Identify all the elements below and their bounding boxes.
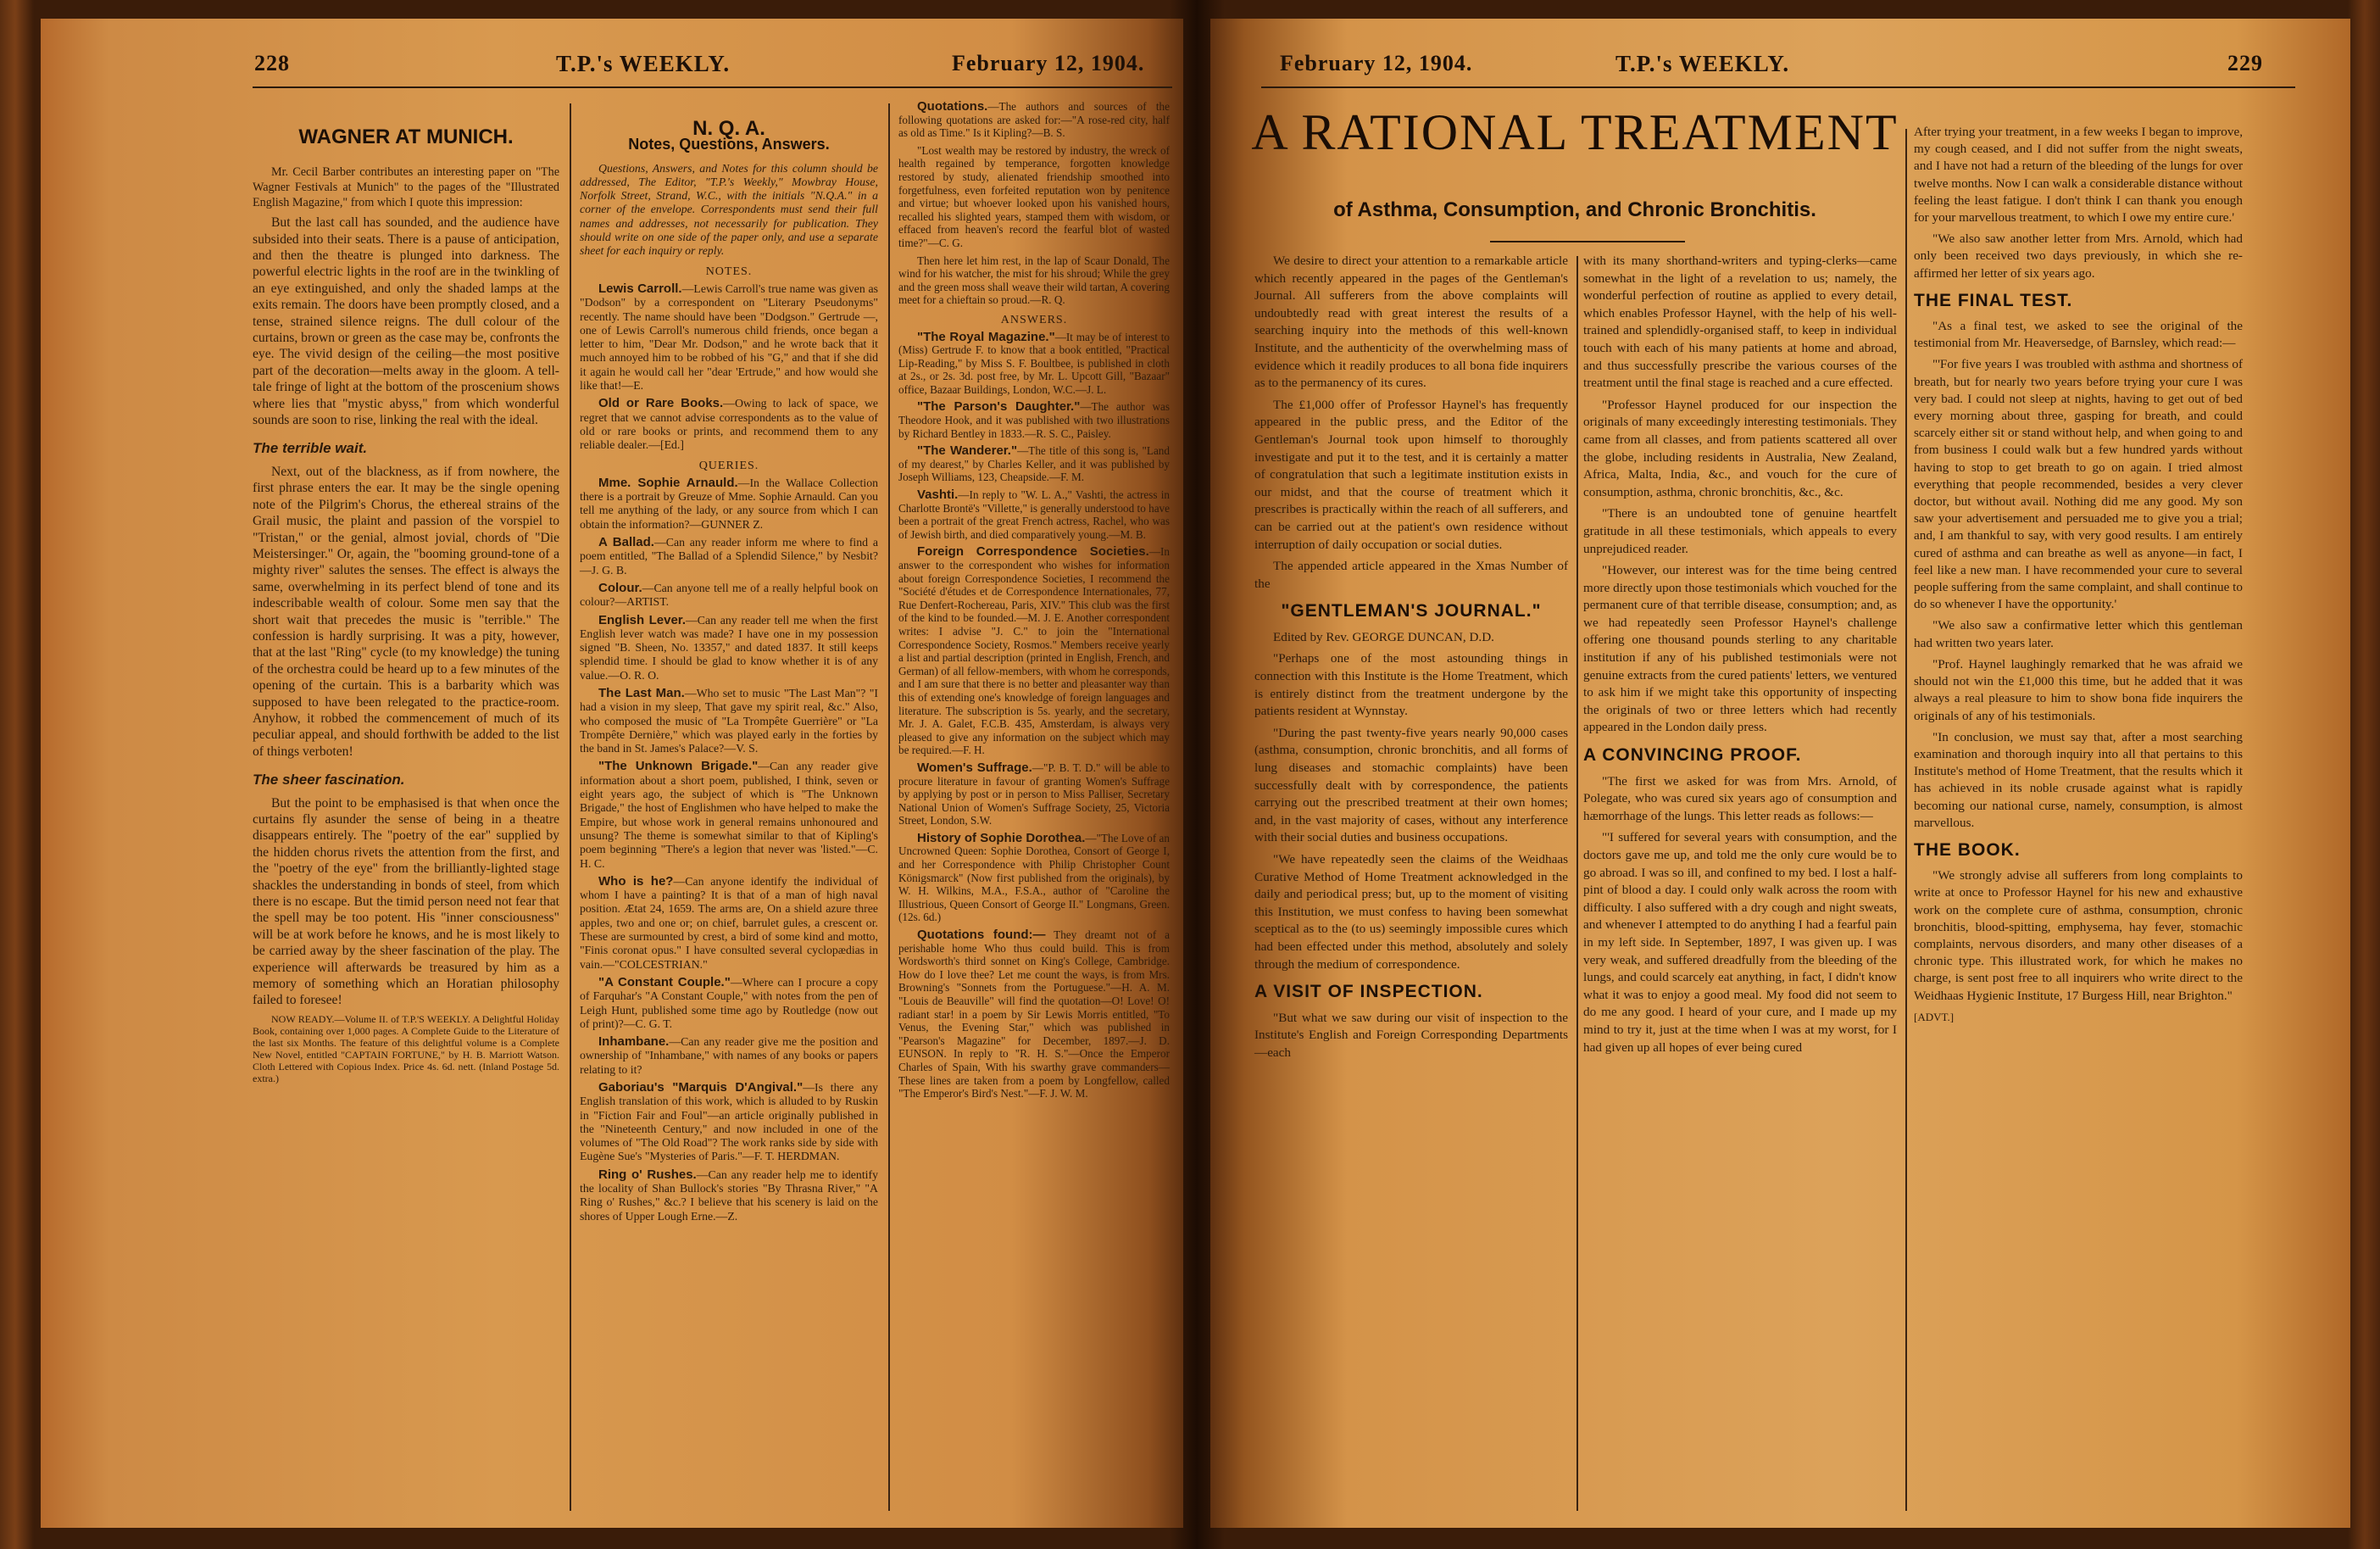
answer-text: They dreamt not of a perishable home Who thus could build. This is from Wordsworth's third sonnet on King's College, Cambridge. How do I love thee? Let me count the ways, is from Mrs. Browning's "Sonnets from the Portuguese."—H. A. M. "Louis de Beauville" will find the quotation—O! Love! O! radiant star! in a poem by Sir Lewis Morris entitled, "To Venus, the Evening Star," which was published in "Pearson's Magazine" for December, 1897.—J. D. EUNSON. In reply to "R. H. S."—Once the Emperor Charles of Spain, With his swarthy grave commanders—These lines are taken from a poem by Longfellow, called "The Emperor's Bird's Nest."—F. J. W. M. <box>898 928 1170 1100</box>
page-number-left: 228 <box>254 51 290 75</box>
masthead-left: T.P.'s WEEKLY. <box>556 51 731 76</box>
section-heading: THE BOOK. <box>1914 839 2021 860</box>
note-text: —Lewis Carroll's true name was given as "Dodson" by a correspondent on "Literary Pseudonyms" recently. The name should have been "Dodgson." Gertrude —, one of Lewis Carroll's numerous child friends, once began a letter to him, "Dear Mr. Dodson," and he wrote back that it much annoyed him to be robbed of his "G," and that if she did it again he would call her "dear 'Ertrude," and how would she like that!—E. <box>580 281 878 393</box>
paragraph: Mr. Cecil Barber contributes an interesting paper on "The Wagner Festivals at Munich" to the pages of the "Illustrated English Magazine," from which I quote this impression: <box>253 165 559 209</box>
query-item <box>580 614 878 683</box>
answer-key: Foreign Correspondence Societies. <box>917 544 1149 560</box>
query-text: —Can any reader help me to identify the locality of Shan Bullock's stories "By Thrasna River," "A Ring o' Rushes," &c.? I believe that his scenery is laid on the shores of Upper Lough Erne.—Z. <box>580 1167 878 1223</box>
header-rule <box>253 86 1172 88</box>
query-item <box>580 536 878 577</box>
paragraph: But the last call has sounded, and the audience have subsided into their seats. There is a pause of anticipation, and then the theatre is plunged into darkness. The powerful electric lights in the roof are in the twinkling of an eye extinguished, and only the shaded lamps at the exits remain. The doors have been promptly closed, and a tense, strained silence reigns. The dull colour of the curtains, brown or green as the case may be, confronts the eye. The vivid design of the ceiling—the most positive part of the decoration—melts away in the gloom. A tell-tale fringe of light at the bottom of the proscenium shows where lies that "mystic abyss," from which wonderful sounds are soon to rise, linking the real with the ideal. <box>253 215 559 428</box>
paragraph: "We also saw another letter from Mrs. Arnold, which had only been received two days previously, in which she re-affirmed her letter of six years ago. <box>1914 231 2243 281</box>
paragraph: "Professor Haynel produced for our inspection the originals of many exceedingly interesting testimonials. They came from all classes, and from patients scattered all over the globe, including residents in Australia, New Zealand, Africa, Malta, India, &c., and vouch for the cure of consumption, asthma, chronic bronchitis, &c., &c. <box>1583 397 1897 499</box>
section-heading: The sheer fascination. <box>253 772 405 788</box>
paragraph: "Perhaps one of the most astounding things in connection with this Institute is the Home Treatment, which is entirely distinct from the treatment undergone by the patients resident at Wynnstay. <box>1254 651 1568 719</box>
answer-text: —In reply to "W. L. A.," Vashti, the actress in Charlotte Brontë's "Villette," is generally understood to have been a portrait of the great French actress, Rachel, who was of Jewish birth, and died comparatively young.—M. B. <box>898 488 1170 541</box>
paragraph: After trying your treatment, in a few weeks I began to improve, my cough ceased, and I did not suffer from the night sweats, and I have not had a return of the bleeding of the lungs for over twelve months. Now I can walk a considerable distance without feeling the least fatigue. I don't think I can thank you enough for your marvellous treatment, to which I owe my entire cure.' <box>1914 125 2244 226</box>
note-key: Lewis Carroll. <box>598 281 682 296</box>
query-text: —Is there any English translation of this work, which is alluded to by Ruskin in "Fiction Fair and Foul"—an article originally published in the "Nineteenth Century," and now included in one of the volumes of "The Old Road"? The work ranks side by side with Eugène Sue's "Mysteries of Paris."—F. T. HERDMAN. <box>580 1081 878 1163</box>
paragraph: "'For five years I was troubled with asthma and shortness of breath, but for nearly two years before trying your cure I was very bad. I could not sleep at nights, having to get out of bed every morning about three, gasping for breath, and could scarcely either sit or stand without help, and when going to and from business I could walk but a few hundred yards without having to stop to get breath to go on again. I tried almost everything that people recommended, besides a very clever doctor, but without avail. Nothing did me any good. My son saw your advertisement and persuaded me to give you a trial; and, I am thankful to say, with very good results. I am entirely cured of asthma and can breathe as well as anyone—in fact, I feel like a new man. I have recommended your cure to several people suffering from the same complaint, and shall continue to do so whenever I have the opportunity.' <box>1914 357 2243 612</box>
query-item <box>580 582 878 610</box>
answer-item <box>898 928 1170 1100</box>
answer-key: Vashti. <box>917 488 959 503</box>
paragraph: "The first we asked for was from Mrs. Arnold, of Polegate, who was cured six years ago of consumption and hæmorrhage of the lungs. This letter reads as follows:— <box>1583 773 1897 823</box>
answer-key: Women's Suffrage. <box>917 760 1032 775</box>
query-key: Ring o' Rushes. <box>598 1167 697 1182</box>
answer-text: —It may be of interest to (Miss) Gertrude F. to know that a book entitled, "Practical Lip-Reading," by Miss S. F. Boultbee, is published in cloth at 2s., or 2s. 3d. post free, by Mr. L. Upcott Gill, "Bazaar" office, Bazaar Buildings, London, W.C.—J. L. <box>898 330 1170 396</box>
answer-text: —The author was Theodore Hook, and it was published with two illustrations by Richard Bentley in 1833.—R. S. C., Paisley. <box>898 400 1170 440</box>
answer-item <box>898 545 1170 757</box>
paragraph: "As a final test, we asked to see the original of the testimonial from Mr. Heaversedge, of Barnsley, which read:— <box>1914 319 2243 351</box>
editor-line: Edited by Rev. GEORGE DUNCAN, D.D. <box>1273 629 1494 644</box>
query-item <box>580 687 878 755</box>
answer-key: History of Sophie Dorothea. <box>917 830 1086 845</box>
treatment-col-2 <box>1583 253 1897 1061</box>
query-text: —Where can I procure a copy of Farquhar's "A Constant Couple," with notes from the pen of Leigh Hunt, published some time ago by Routledge (now out of print)?—C. G. T. <box>580 975 878 1030</box>
nqa-title: N. Q. A. <box>692 117 765 140</box>
paragraph: "But what we saw during our visit of inspection to the Institute's English and Foreign Corresponding Departments—each <box>1254 1010 1568 1060</box>
paragraph: with its many shorthand-writers and typing-clerks—came somewhat in the light of a revelation to us; namely, the wonderful perfection of routine as applied to every detail, which enables Professor Haynel, with the help of his well-trained and splendidly-organised staff, to keep in individual touch with each of his many patients at home and abroad, and thus successfully prescribe the various courses of the treatment until the final stage is reached and a cure effected. <box>1583 254 1897 391</box>
paragraph: "We strongly advise all sufferers from long complaints to write at once to Professor Haynel for his new and exhaustive work on the complete cure of asthma, consumption, chronic bronchitis, blood-spitting, emphysema, hay fever, stomachic complaints, nervous disorders, and many other diseases of a chronic type. This illustrated work, for which he makes no charge, is sent post free to all inquirers who write direct to the Weidhaas Hygienic Institute, 17 Burgess Hill, near Brighton." <box>1914 868 2243 1003</box>
wagner-article <box>253 97 559 1089</box>
query-text: —Can any reader inform me where to find a poem entitled, "The Ballad of a Splendid Silence," by Nesbit?—J. G. B. <box>580 536 878 577</box>
query-key: "The Unknown Brigade." <box>598 759 759 774</box>
query-key: Gaboriau's "Marquis D'Angival." <box>598 1080 804 1095</box>
query-text: —Who set to music "The Last Man"? "I had a vision in my sleep, That gave my spirit real, &c." Also, who composed the music of "La Trompête Guerrière" or "La Trompête Dernière," which was played early in the forties by the band in St. James's Palace?—V. S. <box>580 686 878 755</box>
answer-item <box>898 444 1170 484</box>
query-item <box>580 1168 878 1223</box>
right-page <box>1210 19 2350 1528</box>
queries-heading: QUERIES. <box>698 459 759 472</box>
answer-item <box>898 488 1170 541</box>
paragraph: "'I suffered for several years with consumption, and the doctors gave me up, and told me the only cure would be to go abroad. I was so ill, and confined to my bed. I lost a half-pint of blood a day. I could only walk across the room with difficulty. I also suffered with a dry cough and night sweats, and whenever I attempted to do anything I had a fearful pain in my left side. In September, 1897, I was given up. I was very weak, and suffered dreadfully from the bleeding of the lungs, and could scarcely eat anything, in fact, I didn't know what it was to enjoy a good meal. My food did not seem to do me any good. I heard of your cure, and I made up my mind to try it, just at the time when I was at my worst, for I had given up all hopes of ever being cured <box>1583 830 1897 1055</box>
column-rule <box>1905 129 1907 1511</box>
column-rule <box>1576 256 1578 1511</box>
query-key: "A Constant Couple." <box>598 974 731 989</box>
date-left: February 12, 1904. <box>952 51 1145 75</box>
note-text: —Owing to lack of space, we regret that we cannot advise correspondents as to the value of old or rare books or prints, and recommend them to any reliable dealer.—[Ed.] <box>580 397 878 452</box>
paragraph: "We have repeatedly seen the claims of the Weidhaas Curative Method of Home Treatment acknowledged in the daily and periodical press; but, up to the moment of visiting this Institution, we must confess to having been somewhat sceptical as to the (to us) seemingly impossible cures which had been effected under this method, absolutely and solely through the medium of correspondence. <box>1254 852 1568 972</box>
quotation-text: "Lost wealth may be restored by industry, the wreck of health regained by temperance, forgotten knowledge restored by study, alienated friendship smoothed into forgetfulness, even forfeited reputation won by penitence and virtue; but whoever looked upon his vanished hours, recalled his slighted years, stamped them with wisdom, or effaced from heaven's record the fearful blot of wasted time?"—C. G. <box>898 143 1170 249</box>
answer-item <box>898 761 1170 827</box>
query-key: Who is he? <box>598 873 674 889</box>
paragraph: "There is an undoubted tone of genuine heartfelt gratitude in all these testimonials, which appeals to every unprejudiced reader. <box>1583 506 1897 556</box>
note-key: Old or Rare Books. <box>598 396 724 411</box>
answer-key: "The Wanderer." <box>917 443 1018 459</box>
query-key: English Lever. <box>598 612 686 627</box>
section-heading: A CONVINCING PROOF. <box>1583 745 1802 766</box>
query-item <box>580 976 878 1031</box>
query-item <box>580 1081 878 1164</box>
answer-text: —The title of this song is, "Land of my dearest," by Charles Keller, and it was published by Joseph Williams, 123, Cheapside.—F. M. <box>898 444 1170 484</box>
query-text: —Can any reader tell me when the first English lever watch was made? I have one in my possession signed "B. Sheen, No. 13357," and dated 1837. It still keeps splendid time. I should be glad to know whether it is of any value.—O. R. O. <box>580 613 878 682</box>
query-item <box>580 760 878 870</box>
query-text: —Can any reader give information about a short poem, published, I think, seven or eight years ago, the subject of which is "The Unknown Brigade," the host of Englishmen who have helped to make the Empire, but whose work in general remains unhonoured and unsung? The theme is somewhat similar to that of Kipling's poem beginning "There's a legion that never was 'listed."—C. H. C. <box>580 760 878 870</box>
title-rule <box>1490 241 1685 242</box>
paragraph: "Prof. Haynel laughingly remarked that he was afraid we should not win the £1,000 this time, but he added that it was always a real pleasure to him to show bona fide inquirers the originals of any of his testimonials. <box>1914 656 2243 723</box>
query-text: —Can any reader give me the position and ownership of "Inhambane," with names of any books or papers relating to it? <box>580 1035 878 1076</box>
query-item <box>580 875 878 972</box>
answer-text: —In answer to the correspondent who wishes for information about foreign Correspondence Societies, I recommend the "Société d'études et de Correspondence Internationales, 77, Rue Denfert-Rochereau, Paris, XIV." This club was the first of the kind to be founded.—M. J. E. Another correspondent writes: I advise "J. C." to join the "International Correspondence Society, Rosmos." Members receive yearly a list and partial description (printed in English, French, and German) of all fellow-members, with whom he corresponds, and I am sure that there is no better and pleasanter way than this of extending one's knowledge of foreign languages and literature. The subscription is 5s. yearly, and the secretary, Mr. J. A. Galet, F.C.B. 435, Amsterdam, is always very pleased to give any information on the subject which may be required.—F. H. <box>898 545 1170 757</box>
journal-heading: "GENTLEMAN'S JOURNAL." <box>1281 601 1542 621</box>
left-page <box>41 19 1183 1528</box>
treatment-col-1 <box>1254 253 1568 1067</box>
nqa-column <box>580 97 878 1228</box>
paragraph: "However, our interest was for the time being centred more directly upon those testimonials which vouched for the permanent cure of that terrible disease, consumption; and, as we had repeatedly seen Professor Haynel's challenge offering one thousand pounds sterling to any charitable institution if any of his published testimonials were not genuine extracts from the cured patients' letters, we ventured to ask him if we might take this opportunity of inspecting the originals of two or three letters which had recently appeared in the London daily press. <box>1583 563 1897 735</box>
answer-key: "The Parson's Daughter." <box>917 399 1081 415</box>
article-title: A RATIONAL TREATMENT <box>1251 104 1899 160</box>
quotations-text: —The authors and sources of the following quotations are asked for:—"A rose-red city, half as old as Time." Is it Kipling?—B. S. <box>898 100 1170 140</box>
query-key: Mme. Sophie Arnauld. <box>598 475 738 490</box>
nqa-subtitle: Notes, Questions, Answers. <box>628 136 830 153</box>
quotation-text: Then here let him rest, in the lap of Scaur Donald, The wind for his watcher, the mist for his shroud; While the grey and the green moss shall weave their wild tartan, A covering meet for a chieftain so proud.—R. Q. <box>898 254 1170 307</box>
page-number-right: 229 <box>2227 51 2263 75</box>
masthead-right: T.P.'s WEEKLY. <box>1615 51 1790 76</box>
query-key: Inhambane. <box>598 1034 670 1050</box>
answer-text: —"P. B. T. D." will be able to procure literature in favour of granting Women's Suffrage by applying by post or in person to Miss Palliser, Secretary National Union of Women's Suffrage Society, 25, Victoria Street, London, S.W. <box>898 761 1170 827</box>
answer-item <box>898 331 1170 397</box>
paragraph: We desire to direct your attention to a remarkable article which recently appeared in the pages of the Gentleman's Journal. All sufferers from the above complaints will undoubtedly read with great interest the results of a searching inquiry into the methods of this well-known Institute, and the authenticity of the overwhelming mass of evidence which it readily produces to all bona fide inquirers as to the permanency of its cures. <box>1254 254 1568 391</box>
advertisement-note: NOW READY.—Volume II. of T.P.'S WEEKLY. A Delightful Holiday Book, containing over 1,000 pages. A Complete Guide to the Literature of the last six Months. The feature of this delightful volume is a Complete New Novel, entitled "CAPTAIN FORTUNE," by H. B. Marriott Watson. Cloth Lettered with Copious Index. Price 4s. 6d. nett. (Inland Postage 5d. extra.) <box>253 1012 559 1084</box>
nqa-intro: Questions, Answers, and Notes for this column should be addressed, The Editor, "T.P.'s Weekly," Mowbray House, Norfolk Street, Strand, W.C., with the initials "N.Q.A." in a corner of the envelope. Correspondents must send their full names and addresses, not necessarily for publication. They should write on one side of the paper only, and use a separate sheet for each inquiry or reply. <box>580 161 878 258</box>
section-heading: A VISIT OF INSPECTION. <box>1254 982 1483 1002</box>
article-subtitle: of Asthma, Consumption, and Chronic Bronchitis. <box>1333 198 1816 221</box>
query-key: A Ballad. <box>598 535 654 550</box>
advt-mark: [ADVT.] <box>1914 1010 1955 1023</box>
answer-item <box>898 832 1170 924</box>
date-right: February 12, 1904. <box>1280 51 1473 75</box>
note-item <box>580 282 878 393</box>
query-item <box>580 476 878 532</box>
paragraph: "During the past twenty-five years nearly 90,000 cases (asthma, consumption, chronic bronchitis, and all forms of lung diseases and stomachic complaints) have been successfully dealt with by correspondence, the patients carrying out the prescribed treatment at their own homes; and, in the vast majority of cases, without any interference with their social duties and business occupations. <box>1254 725 1568 845</box>
treatment-col-3 <box>1914 124 2243 1026</box>
answer-item <box>898 400 1170 440</box>
quotations-item <box>898 100 1170 140</box>
answers-heading: ANSWERS. <box>1000 313 1068 326</box>
notes-heading: NOTES. <box>705 265 753 278</box>
answers-column <box>898 100 1170 1105</box>
query-text: —In the Wallace Collection there is a portrait by Greuze of Mme. Sophie Arnauld. Can you tell me anything of the lady, or any source from which I can obtain the information?—GUNNER Z. <box>580 476 878 531</box>
paragraph: The £1,000 offer of Professor Haynel's has frequently appeared in the public press, and the Editor of the Gentleman's Journal took upon himself to thoroughly investigate and put it to the test, and it is certainly a matter of congratulation that such a legitimate institution exists in our midst, and that the course of treatment which it prescribes is practically within the reach of all sufferers, and can be carried out at the patient's own residence without interruption of daily occupation or social duties. <box>1254 397 1568 552</box>
paragraph: Next, out of the blackness, as if from nowhere, the first phrase enters the ear. It may be the single opening note of the Pilgrim's Chorus, the ethereal strains of the Grail music, the plaint and passion of the vorspiel to "Tristan," or the genial, almost jovial, chords of "Die Meistersinger." Or, again, the "booming ground-tone of a mighty river" salutes the senses. The effect is always the same, overwhelming in its perfect blend of tone and its indescribable wealth of colour. Some men say that the short wait that precedes the music is "terrible." The confession is hardly surprising. It was a pity, however, that at the last "Ring" cycle (to my knowledge) the tuning of the orchestra could be heard up to a few minutes of the opening of the curtain. This is a barbarity which was supposed to have been relegated to the practice-room. Anyhow, it robbed the commencement of much of its peculiar appeal, and should forthwith be added to the list of things verboten! <box>253 464 559 759</box>
paragraph: "In conclusion, we must say that, after a most searching examination and thorough inquiry into all that pertains to this Institute's method of Home Treatment, that the results which it has achieved in its noble crusade against what is rapidly becoming our national curse, namely, consumption, is almost marvellous. <box>1914 729 2243 830</box>
query-text: —Can anyone tell me of a really helpful book on colour?—ARTIST. <box>580 581 878 609</box>
answer-key: Quotations found:— <box>917 928 1046 943</box>
paragraph: "We also saw a confirmative letter which this gentleman had written two years later. <box>1914 618 2243 650</box>
query-key: Colour. <box>598 580 642 595</box>
answer-text: —"The Love of an Uncrowned Queen: Sophie Dorothea, Consort of George I, and her Correspondence with Philip Christopher Count Königsmarck" (Now first published from the originals), by W. H. Wilkins, M.A., F.S.A., author of "Caroline the Illustrious, Queen Consort of George II." Longmans, Green. (12s. 6d.) <box>898 831 1170 924</box>
query-item <box>580 1035 878 1077</box>
query-text: —Can anyone identify the individual of whom I have a painting? It is that of a man of high naval position. Ætat 24, 1659. The arms are, On a shield azure three apples, two and one or; on chief, barrulet gules, a crescent or. These are surmounted by crest, a bird of some kind and motto, "Finis coronat opus." I have consulted several cyclopædias in vain.—"COLCESTRIAN." <box>580 874 878 971</box>
column-rule <box>570 103 571 1511</box>
header-rule <box>1261 86 2295 88</box>
section-heading: THE FINAL TEST. <box>1914 290 2073 310</box>
query-key: The Last Man. <box>598 685 685 700</box>
column-rule <box>888 103 890 1511</box>
paragraph: But the point to be emphasised is that when once the curtains fly asunder the sense of being in a theatre disappears entirely. The "poetry of the ear" supplied by the hidden chorus rivets the attention from the first, and the "poetry of the eye" from the brilliantly-lighted stage shackles the understanding in bonds of steel, from which there is no escape. But the timid person need not fear that the spell may be too potent. His "inner consciousness" will be at work before he knows, and he is most likely to be carried away by the sheer fascination of the play. The experience will afterwards be treasured by him as a memory of something which an Horatian philosophy failed to foresee! <box>253 795 559 1008</box>
note-item <box>580 397 878 452</box>
quotations-key: Quotations. <box>917 99 988 114</box>
paragraph: The appended article appeared in the Xmas Number of the <box>1254 559 1568 591</box>
answer-key: "The Royal Magazine." <box>917 329 1055 344</box>
article-title: WAGNER AT MUNICH. <box>298 125 514 148</box>
section-heading: The terrible wait. <box>253 440 368 457</box>
